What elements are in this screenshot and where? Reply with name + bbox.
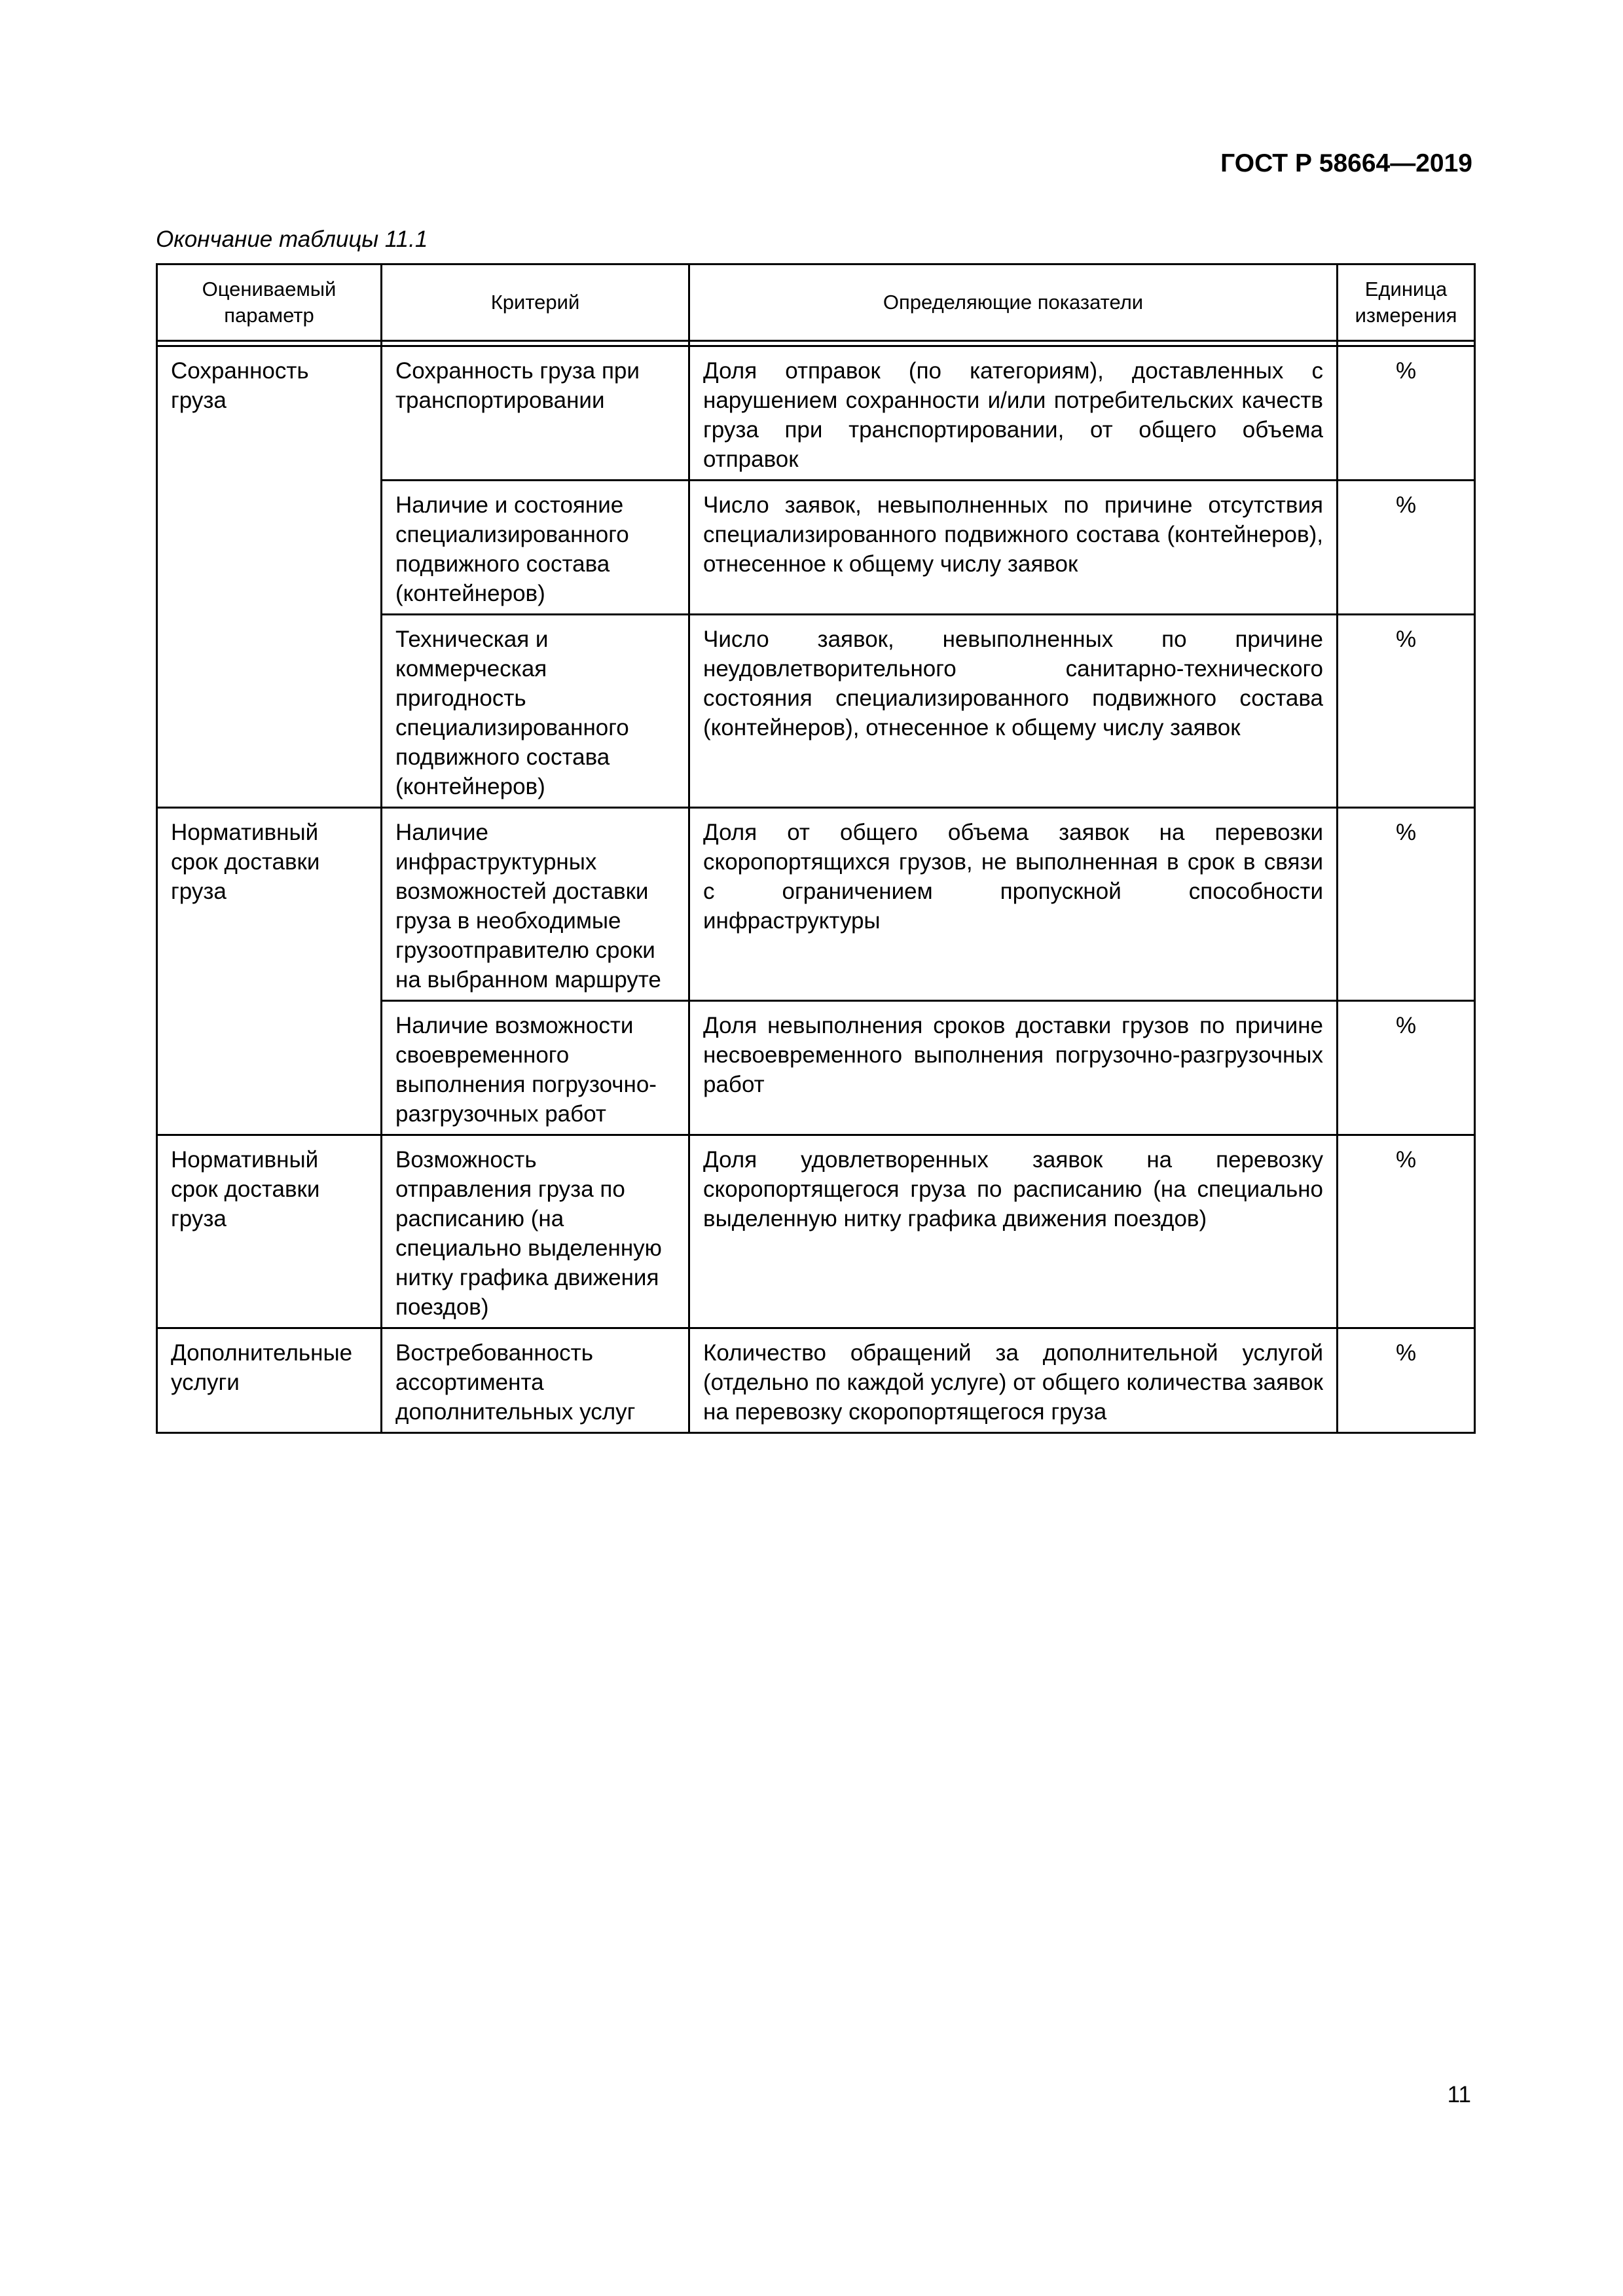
criterion-cell: Наличие и состояние специализированного подвижного состава (контейнеров) — [382, 481, 689, 615]
parameter-cell: Нормативный срок доставки груза — [157, 808, 382, 1135]
criterion-cell: Возможность отправления груза по расписанию (на специально выделенную нитку графика движения поездов) — [382, 1135, 689, 1328]
table-row — [157, 1135, 1475, 1328]
indicator-cell: Доля невыполнения сроков доставки грузов по причине несвоевременного выполнения погрузочно-разгрузочных работ — [689, 1001, 1338, 1135]
column-header-indicators: Определяющие показатели — [689, 264, 1338, 341]
table-header-row — [157, 264, 1475, 341]
indicator-cell: Число заявок, невыполненных по причине отсутствия специализированного подвижного состава (контейнеров), отнесенное к общему числу заявок — [689, 481, 1338, 615]
unit-cell: % — [1338, 481, 1475, 615]
table-row — [157, 346, 1475, 481]
criterion-cell: Востребованность ассортимента дополнительных услуг — [382, 1328, 689, 1433]
indicator-cell: Доля от общего объема заявок на перевозки скоропортящихся грузов, не выполненная в срок в связи с ограничением пропускной способности инфраструктуры — [689, 808, 1338, 1001]
parameter-cell: Дополнительные услуги — [157, 1328, 382, 1433]
criterion-cell: Наличие возможности своевременного выполнения погрузочно-разгрузочных работ — [382, 1001, 689, 1135]
indicator-cell: Число заявок, невыполненных по причине неудовлетворительного санитарно-технического состояния специализированного подвижного состава (контейнеров), отнесенное к общему числу заявок — [689, 615, 1338, 808]
column-header-criterion: Критерий — [382, 264, 689, 341]
table-caption: Окончание таблицы 11.1 — [156, 227, 428, 252]
unit-cell: % — [1338, 808, 1475, 1001]
table-row — [157, 808, 1475, 1001]
criterion-cell: Наличие инфраструктурных возможностей доставки груза в необходимые грузоотправителю сроки на выбранном маршруте — [382, 808, 689, 1001]
table-row — [157, 1328, 1475, 1433]
parameter-cell: Нормативный срок доставки груза — [157, 1135, 382, 1328]
unit-cell: % — [1338, 346, 1475, 481]
header-separator — [157, 341, 1475, 346]
criteria-table-container — [156, 263, 1474, 1434]
unit-cell: % — [1338, 615, 1475, 808]
criteria-table — [156, 263, 1476, 1434]
criterion-cell: Техническая и коммерческая пригодность специализированного подвижного состава (контейнеров) — [382, 615, 689, 808]
parameter-cell: Сохранность груза — [157, 346, 382, 808]
indicator-cell: Доля отправок (по категориям), доставленных с нарушением сохранности и/или потребительских качеств груза при транспортировании, от общего объема отправок — [689, 346, 1338, 481]
document-code: ГОСТ Р 58664—2019 — [1220, 149, 1472, 177]
column-header-parameter: Оцениваемый параметр — [157, 264, 382, 341]
column-header-unit: Единица измерения — [1338, 264, 1475, 341]
unit-cell: % — [1338, 1135, 1475, 1328]
unit-cell: % — [1338, 1328, 1475, 1433]
criterion-cell: Сохранность груза при транспортировании — [382, 346, 689, 481]
indicator-cell: Количество обращений за дополнительной услугой (отдельно по каждой услуге) от общего количества заявок на перевозку скоропортящегося груза — [689, 1328, 1338, 1433]
indicator-cell: Доля удовлетворенных заявок на перевозку скоропортящегося груза по расписанию (на специально выделенную нитку графика движения поездов) — [689, 1135, 1338, 1328]
page-number: 11 — [1447, 2082, 1471, 2107]
unit-cell: % — [1338, 1001, 1475, 1135]
